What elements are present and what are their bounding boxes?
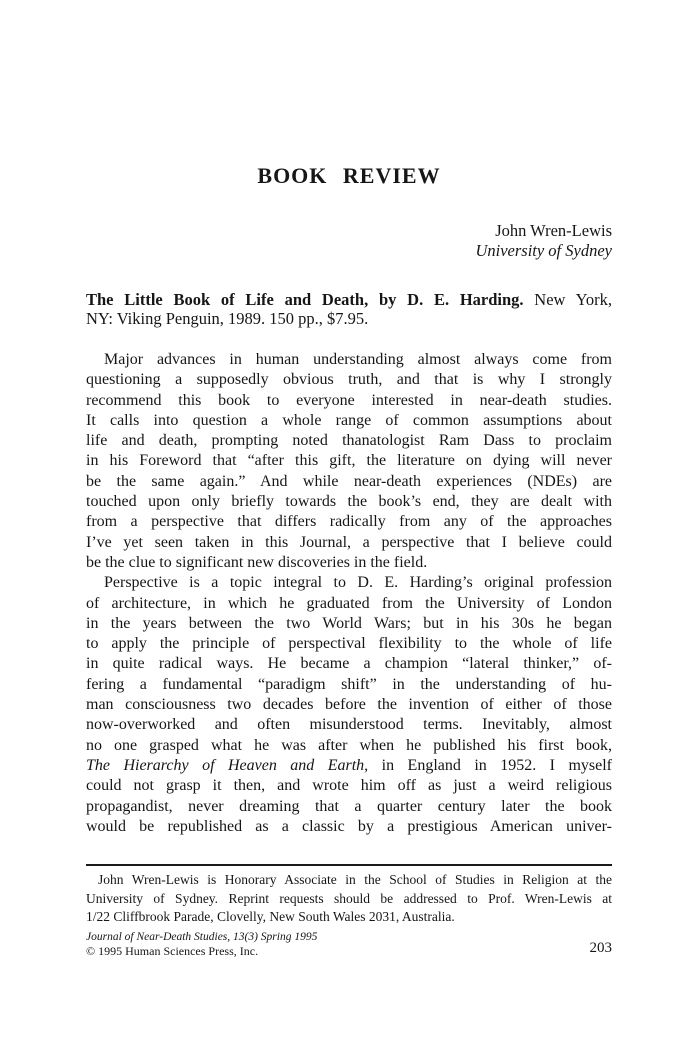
text-line: would be republished as a classic by a prestigious American univer- xyxy=(86,817,612,835)
text-line: questioning a supposedly obvious truth, and that is why I strongly xyxy=(86,371,612,389)
byline xyxy=(86,221,612,260)
text-line: The Hierarchy of Heaven and Earth, in England in 1952. I myself xyxy=(86,756,612,774)
text-line: from a perspective that differs radically from any of the approaches xyxy=(86,513,612,531)
text-line: It calls into question a whole range of common assumptions about xyxy=(86,411,612,429)
text-line: University of Sydney. Reprint requests should be addressed to Prof. Wren-Lewis at xyxy=(86,890,612,906)
review-body xyxy=(86,350,612,837)
journal-citation-line: Journal of Near-Death Studies, 13(3) Spring 1995 xyxy=(86,931,318,943)
author-footnote xyxy=(86,864,612,927)
text-line: Major advances in human understanding almost always come from xyxy=(104,351,612,368)
reviewer-name: John Wren-Lewis xyxy=(495,221,612,240)
reviewer-affiliation: University of Sydney xyxy=(475,240,612,260)
text-line: now-overworked and often misunderstood terms. Inevitably, almost xyxy=(86,716,612,734)
copyright-line: © 1995 Human Sciences Press, Inc. xyxy=(86,944,259,958)
text-line: NY: Viking Penguin, 1989. 150 pp., $7.95. xyxy=(86,309,369,328)
page-title: BOOK REVIEW xyxy=(257,163,441,188)
text-line: fering a fundamental “paradigm shift” in the understanding of hu- xyxy=(86,675,612,693)
text-line: John Wren-Lewis is Honorary Associate in the School of Studies in Religion at the xyxy=(98,872,612,887)
text-line: 1/22 Cliffbrook Parade, Clovelly, New South Wales 2031, Australia. xyxy=(86,909,455,924)
text-line: The Little Book of Life and Death, by D. E. Harding. New York, xyxy=(86,290,612,309)
text-line: propagandist, never dreaming that a quarter century later the book xyxy=(86,797,612,815)
review-paragraph-1 xyxy=(86,350,612,573)
text-line: I’ve yet seen taken in this Journal, a perspective that I believe could xyxy=(86,533,612,551)
text-line: in the years between the two World Wars; but in his 30s he began xyxy=(86,614,612,632)
text-line: no one grasped what he was after when he published his first book, xyxy=(86,736,612,754)
text-line: Perspective is a topic integral to D. E. Harding’s original profession xyxy=(104,574,612,592)
text-line: touched upon only briefly towards the book’s end, they are dealt with xyxy=(86,493,612,511)
text-line: recommend this book to everyone interested in near-death studies. xyxy=(86,391,612,409)
text-line: of architecture, in which he graduated from the University of London xyxy=(86,594,612,612)
book-citation xyxy=(86,290,612,328)
text-line: to apply the principle of perspectival flexibility to the whole of life xyxy=(86,635,612,653)
text-line: in his Foreword that “after this gift, the literature on dying will never xyxy=(86,452,612,470)
text-line: man consciousness two decades before the invention of either of those xyxy=(86,696,612,714)
text-line: could not grasp it then, and wrote him off as just a weird religious xyxy=(86,777,612,795)
text-line: in quite radical ways. He became a champion “lateral thinker,” of- xyxy=(86,655,612,673)
text-line: life and death, prompting noted thanatologist Ram Dass to proclaim xyxy=(86,432,612,450)
review-paragraph-2 xyxy=(86,573,612,837)
text-line: be the clue to significant new discoveries in the field. xyxy=(86,553,428,571)
page-number: 203 xyxy=(589,940,612,956)
text-line: be the same again.” And while near-death experiences (NDEs) are xyxy=(86,472,612,490)
